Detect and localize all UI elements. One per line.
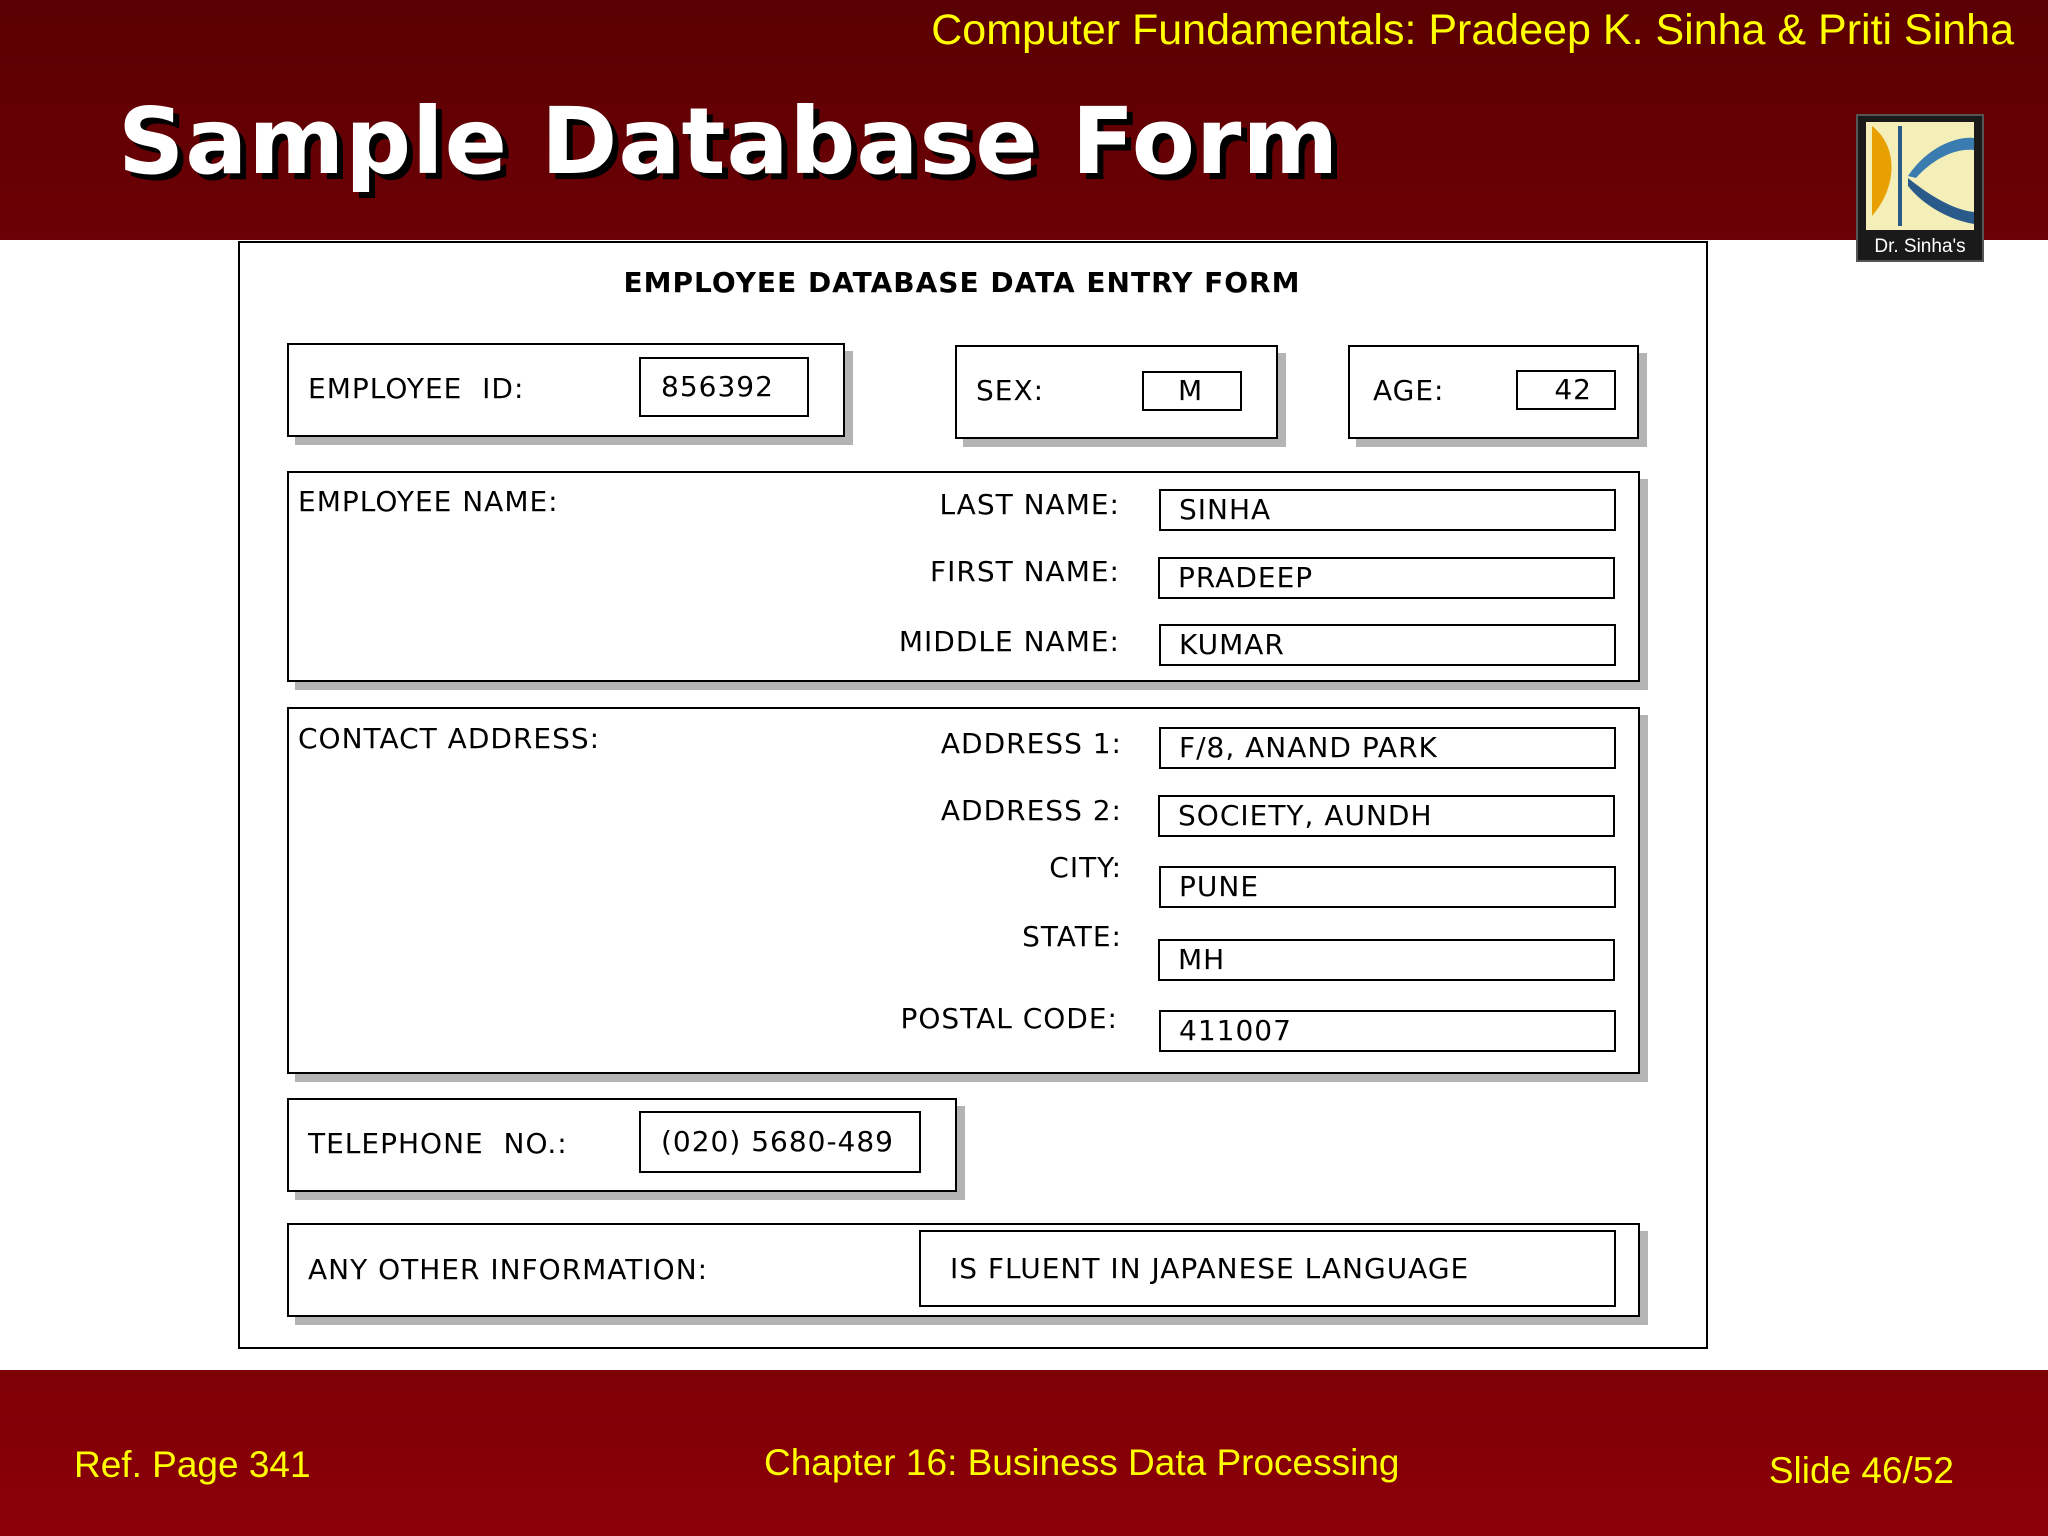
chapter-title: Chapter 16: Business Data Processing	[764, 1442, 1400, 1483]
ref-page: Ref. Page 341	[74, 1444, 311, 1485]
employee-id-field[interactable]: 856392	[639, 357, 809, 417]
city-label: CITY:	[1049, 851, 1122, 884]
age-label: AGE:	[1373, 374, 1445, 407]
postal-code-field[interactable]: 411007	[1159, 1010, 1616, 1052]
contact-address-label: CONTACT ADDRESS:	[298, 722, 601, 755]
dr-sinha-logo	[1856, 114, 1984, 262]
first-name-label: FIRST NAME:	[930, 555, 1120, 588]
last-name-field[interactable]: SINHA	[1159, 489, 1616, 531]
postal-code-label: POSTAL CODE:	[900, 1002, 1118, 1035]
slide-number: Slide 46/52	[1768, 1450, 1954, 1491]
middle-name-field[interactable]: KUMAR	[1159, 624, 1616, 666]
address1-field[interactable]: F/8, ANAND PARK	[1159, 727, 1616, 769]
employee-id-label: EMPLOYEE ID:	[308, 372, 525, 405]
employee-name-label: EMPLOYEE NAME:	[298, 485, 559, 518]
city-field[interactable]: PUNE	[1159, 866, 1616, 908]
address2-field[interactable]: SOCIETY, AUNDH	[1158, 795, 1615, 837]
address2-label: ADDRESS 2:	[940, 794, 1122, 827]
form-title: EMPLOYEE DATABASE DATA ENTRY FORM	[623, 266, 1301, 299]
sex-field[interactable]: M	[1142, 371, 1242, 411]
telephone-field[interactable]: (020) 5680-489	[639, 1111, 921, 1173]
telephone-label: TELEPHONE NO.:	[308, 1127, 568, 1160]
header-attribution: Computer Fundamentals: Pradeep K. Sinha & Priti Sinha	[931, 6, 2014, 54]
other-info-field[interactable]: IS FLUENT IN JAPANESE LANGUAGE	[919, 1230, 1616, 1307]
logo-icon	[1858, 116, 1982, 236]
sex-label: SEX:	[976, 374, 1045, 407]
state-field[interactable]: MH	[1158, 939, 1615, 981]
slide-title: Sample Database Form	[118, 88, 1340, 195]
last-name-label: LAST NAME:	[939, 488, 1120, 521]
logo-caption: Dr. Sinha's	[1874, 236, 1966, 257]
age-field[interactable]: 42	[1516, 370, 1616, 410]
middle-name-label: MIDDLE NAME:	[898, 625, 1120, 658]
other-info-label: ANY OTHER INFORMATION:	[308, 1253, 709, 1286]
address1-label: ADDRESS 1:	[940, 727, 1122, 760]
first-name-field[interactable]: PRADEEP	[1158, 557, 1615, 599]
state-label: STATE:	[1022, 920, 1122, 953]
